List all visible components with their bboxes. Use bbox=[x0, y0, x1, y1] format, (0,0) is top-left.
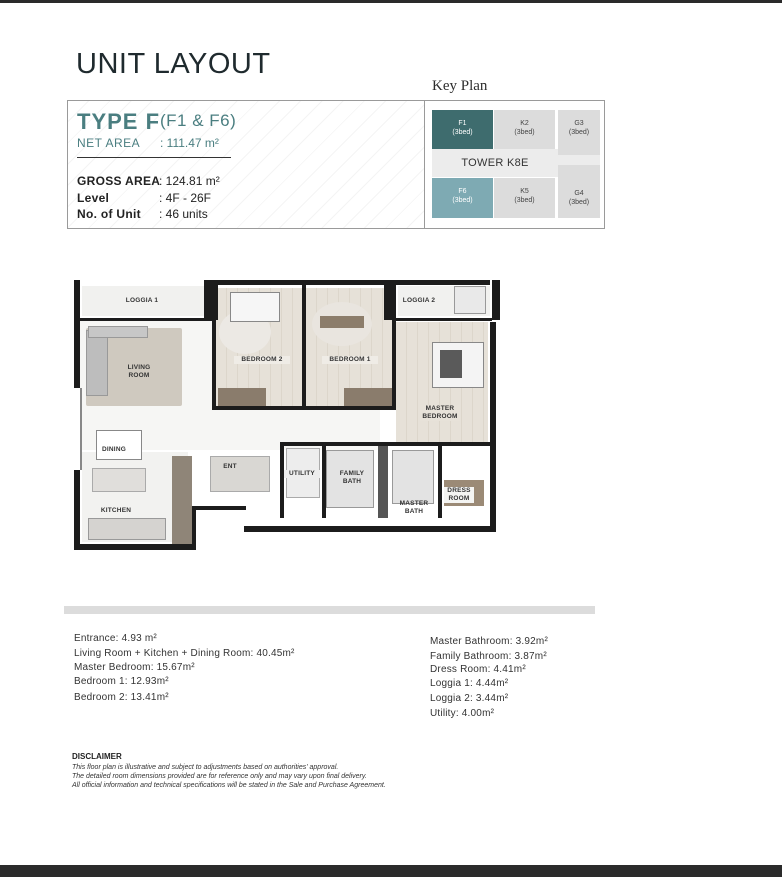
bedroom1-wardrobe bbox=[344, 388, 392, 406]
room-label-living-room: LIVING ROOM bbox=[127, 364, 151, 379]
key-plan-cell-label: F1 bbox=[458, 120, 467, 127]
bedroom2-wardrobe bbox=[218, 388, 266, 406]
sofa-back bbox=[88, 326, 148, 338]
wall bbox=[216, 406, 392, 410]
disclaimer-title: DISCLAIMER bbox=[72, 752, 122, 761]
unit-summary bbox=[68, 101, 424, 228]
wall bbox=[218, 280, 490, 285]
key-plan-cell-label: G3 bbox=[574, 120, 584, 127]
key-plan-cell-beds: (3bed) bbox=[568, 129, 590, 136]
key-plan-cell-beds: (3bed) bbox=[568, 199, 590, 206]
room-label-bedroom-2: BEDROOM 2 bbox=[234, 356, 290, 364]
bedroom2-bed bbox=[230, 292, 280, 322]
info-divider bbox=[424, 101, 425, 228]
wall bbox=[492, 280, 500, 320]
room-label-loggia-2: LOGGIA 2 bbox=[402, 297, 436, 304]
disclaimer-line: All official information and technical specifications will be stated in the Sale and Purchase Agreement. bbox=[72, 782, 386, 789]
area-master-bathroom: Master Bathroom: 3.92m² bbox=[430, 636, 548, 647]
room-label-master-bedroom: MASTER BEDROOM bbox=[420, 405, 460, 421]
unit-type-name: TYPE F bbox=[77, 109, 161, 134]
room-label-bedroom-1: BEDROOM 1 bbox=[322, 356, 378, 364]
key-plan-cell-k2 bbox=[494, 110, 555, 149]
unit-count-value: : 46 units bbox=[159, 207, 208, 221]
area-bedroom-1: Bedroom 1: 12.93m² bbox=[74, 676, 169, 687]
wall bbox=[212, 318, 216, 410]
room-label-dress-room: DRESS ROOM bbox=[444, 487, 474, 503]
area-entrance: Entrance: 4.93 m² bbox=[74, 633, 157, 644]
key-plan-cell-beds: (3bed) bbox=[452, 197, 473, 204]
key-plan-cell-label: G4 bbox=[574, 190, 584, 197]
room-label-master-bath: MASTER BATH bbox=[399, 500, 429, 515]
key-plan-title: Key Plan bbox=[432, 78, 488, 94]
room-label-ent: ENT bbox=[218, 463, 242, 471]
area-utility: Utility: 4.00m² bbox=[430, 708, 495, 719]
wall bbox=[244, 516, 496, 532]
tall-cabinet bbox=[172, 456, 192, 544]
net-area-label: NET AREA bbox=[77, 136, 141, 150]
gross-area-label: GROSS AREA bbox=[77, 174, 161, 188]
sofa bbox=[86, 330, 108, 396]
room-label-utility: UTILITY bbox=[284, 470, 320, 478]
master-bed-blanket bbox=[440, 350, 462, 378]
wall bbox=[74, 280, 80, 388]
kitchen-counter bbox=[88, 518, 166, 540]
room-label-loggia-1: LOGGIA 1 bbox=[125, 297, 159, 304]
key-plan-cell-f1 bbox=[432, 110, 493, 149]
entrance-area bbox=[210, 456, 270, 492]
unit-type-code: (F1 & F6) bbox=[160, 111, 237, 130]
key-plan-cell-beds: (3bed) bbox=[452, 129, 473, 136]
wall bbox=[74, 544, 196, 550]
key-plan-tower-label: TOWER K8E bbox=[432, 149, 558, 177]
gross-area-value: : 124.81 m² bbox=[159, 174, 220, 188]
room-label-family-bath: FAMILY BATH bbox=[336, 470, 368, 486]
level-value: : 4F - 26F bbox=[159, 191, 212, 205]
area-dress-room: Dress Room: 4.41m² bbox=[430, 664, 526, 675]
area-bedroom-2: Bedroom 2: 13.41m² bbox=[74, 692, 169, 703]
wall bbox=[204, 280, 218, 320]
key-plan-cell-f6 bbox=[432, 178, 493, 218]
net-area-value: : 111.47 m² bbox=[160, 136, 219, 150]
wall bbox=[438, 446, 442, 518]
wall bbox=[378, 446, 388, 518]
disclaimer-line: This floor plan is illustrative and subject to adjustments based on authorities' approval. bbox=[72, 764, 339, 771]
level-label: Level bbox=[77, 191, 110, 205]
area-living-kitchen-dining: Living Room + Kitchen + Dining Room: 40.45m² bbox=[74, 648, 295, 659]
wall bbox=[302, 285, 306, 409]
area-master-bedroom: Master Bedroom: 15.67m² bbox=[74, 662, 195, 673]
bedroom1-desk bbox=[320, 316, 364, 328]
area-loggia-1: Loggia 1: 4.44m² bbox=[430, 678, 509, 689]
floor-plan bbox=[74, 280, 500, 550]
wall bbox=[490, 322, 496, 532]
wall bbox=[396, 318, 492, 321]
master-bath-fixtures bbox=[392, 450, 434, 504]
bottom-border bbox=[0, 865, 782, 877]
wall bbox=[196, 506, 246, 510]
disclaimer-line: The detailed room dimensions provided are for reference only and may vary upon final delivery. bbox=[72, 773, 367, 780]
key-plan-cell-label: K2 bbox=[520, 120, 529, 127]
area-family-bathroom: Family Bathroom: 3.87m² bbox=[430, 651, 547, 662]
page-title: UNIT LAYOUT bbox=[76, 48, 271, 80]
wall bbox=[74, 470, 80, 550]
wall bbox=[392, 318, 396, 410]
key-plan-cell-k5 bbox=[494, 178, 555, 218]
key-plan-cell-label: K5 bbox=[520, 188, 529, 195]
wall bbox=[322, 442, 326, 518]
room-label-dining: DINING bbox=[98, 446, 130, 454]
top-border bbox=[0, 0, 782, 3]
key-plan-cell-g4 bbox=[558, 165, 600, 218]
key-plan-cell-beds: (3bed) bbox=[514, 197, 535, 204]
section-divider bbox=[64, 606, 595, 614]
dining-table bbox=[96, 430, 142, 460]
key-plan bbox=[432, 110, 600, 218]
unit-count-label: No. of Unit bbox=[77, 207, 141, 221]
wall bbox=[384, 280, 396, 320]
area-loggia-2: Loggia 2: 3.44m² bbox=[430, 693, 509, 704]
room-label-kitchen: KITCHEN bbox=[100, 507, 132, 514]
key-plan-cell-label: F6 bbox=[458, 188, 467, 195]
key-plan-cell-beds: (3bed) bbox=[514, 129, 535, 136]
loggia2-washer bbox=[454, 286, 486, 314]
net-area-divider bbox=[77, 157, 231, 158]
wall bbox=[80, 318, 212, 321]
window-frame bbox=[80, 388, 82, 470]
wall bbox=[280, 442, 284, 518]
kitchen-island bbox=[92, 468, 146, 492]
